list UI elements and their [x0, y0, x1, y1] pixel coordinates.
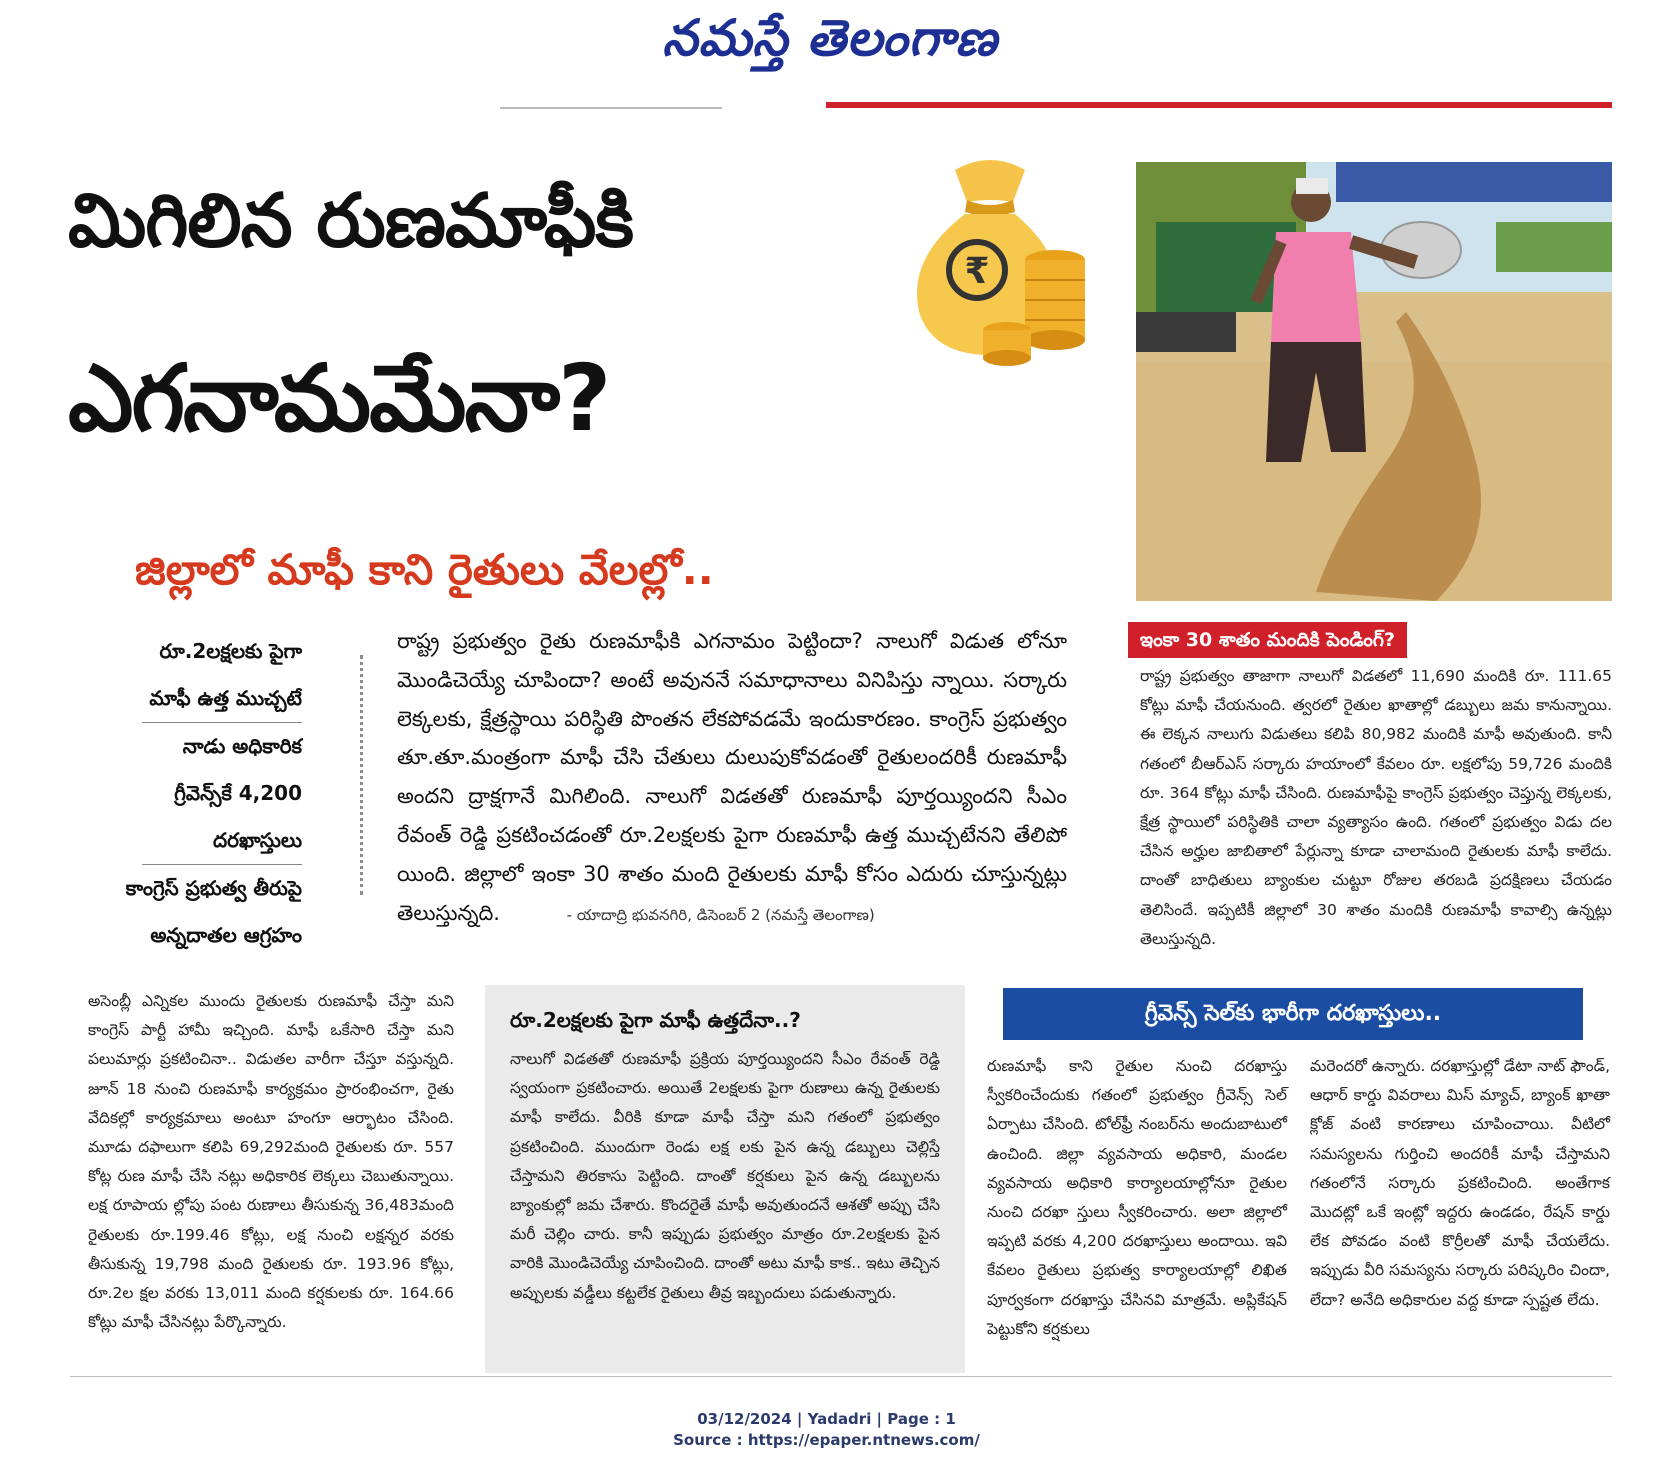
sidebar-box-heading: రూ.2లక్షలకు పైగా మాఫీ ఉత్తదేనా..?	[510, 1008, 801, 1032]
grievance-column-1: రుణమాఫీ కాని రైతుల నుంచి దరఖాస్తు స్వీకరించేందుకు గతంలో ప్రభుత్వం గ్రీవెన్స్ సెల్ ఏర్పాటు చేసింది. టోల్‌ఫ్రీ నంబర్‌ను అందుబాటులో ఉంచింది. జిల్లా వ్యవసాయ అధికారి, మండల వ్యవసాయ అధికారి కార్యాలయాల్లోనూ రైతుల నుంచి దరఖా స్తులు స్వీకరించారు. అలా జిల్లాలో ఇప్పటి వరకు 4,200 దరఖాస్తులు అందాయి. ఇవి కేవలం రైతులు ప్రభుత్వ కార్యాలయాల్లో లిఖిత పూర్వకంగా దరఖాస్తు చేసినవి మాత్రమే. అప్లికేషన్ పెట్టుకోని కర్షకులు	[987, 1057, 1287, 1338]
pull-quote-line: దరఖాస్తులు	[213, 828, 302, 852]
lead-text: రాష్ట్ర ప్రభుత్వం రైతు రుణమాఫీకి ఎగనామం పెట్టిందా? నాలుగో విడుత లోనూ మొండిచెయ్యే చూపిందా? అంటే అవుననే సమాధానాలు వినిపిస్తు న్నాయి. సర్కారు లెక్కలకు, క్షేత్రస్థాయి పరిస్థితి పొంతన లేకపోవడమే ఇందుకారణం. కాంగ్రెస్ ప్రభుత్వం తూ.తూ.మంత్రంగా మాఫీ చేసి చేతులు దులుపుకోవడంతో రైతులందరికీ రుణమాఫీ అందని ద్రాక్షగానే మిగిలింది. నాలుగో విడతతో రుణమాఫీ పూర్తయ్యిందని సీఎం రేవంత్ రెడ్డి ప్రకటించడంతో రూ.2లక్షలకు పైగా రుణమాఫీ ఉత్త ముచ్చటేనని తేలిపో యింది. జిల్లాలో ఇంకా 30 శాతం మంది రైతులకు మాఫీ కోసం ఎదురు చూస్తున్నట్లు తెలుస్తున్నది.	[397, 629, 1067, 925]
masthead-rule-red	[826, 102, 1612, 108]
pull-quote-line: అన్నదాతల ఆగ్రహం	[150, 923, 302, 947]
dotted-divider	[360, 655, 363, 895]
grievance-column-2: మరెందరో ఉన్నారు. దరఖాస్తుల్లో డేటా నాట్ ఫౌండ్, ఆధార్ కార్డు వివరాలు మిస్ మ్యాచ్, బ్యాంక్ ఖాతా క్లోజ్ వంటి కారణాలు చూపించాయి. వీటిలో సమస్యలను గుర్తించి అందరికీ మాఫీ చేస్తామని గతంలోనే సర్కారు ప్రకటించింది. అంతేగాక మొదట్లో ఒకే ఇంట్లో ఇద్దరు ఉండడం, రేషన్ కార్డు లేక పోవడం వంటి కొర్రీలతో మాఫీ చేయలేదు. ఇప్పుడు వీరి సమస్యను సర్కారు పరిష్కరిం చిందా, లేదా? అనేది అధికారుల వద్ద కూడా స్పష్టత లేదు.	[1310, 1057, 1610, 1309]
money-bag-illustration	[895, 140, 1100, 380]
lead-paragraph	[397, 622, 1067, 934]
pending-heading: ఇంకా 30 శాతం మందికి పెండింగ్?	[1128, 622, 1407, 658]
headline-line-1: మిగిలిన రుణమాఫీకి	[68, 178, 633, 264]
masthead-logo: నమస్తే తెలంగాణ	[662, 8, 998, 67]
pull-quote-line: రూ.2లక్షలకు పైగా	[159, 639, 302, 663]
pull-quote-line: కాంగ్రెస్ ప్రభుత్వ తీరుపై	[125, 876, 302, 900]
farmer-winnowing-photo	[1136, 162, 1612, 601]
grievance-heading: గ్రీవెన్స్ సెల్‌కు భారీగా దరఖాస్తులు..	[1003, 988, 1583, 1040]
left-column-text: అసెంబ్లీ ఎన్నికల ముందు రైతులకు రుణమాఫీ చేస్తా మని కాంగ్రెస్ పార్టీ హామీ ఇచ్చింది. మాఫీ ఒకేసారి చేస్తా మని పలుమార్లు ప్రకటించినా.. విడుతల వారీగా చేస్తూ వస్తున్నది. జూన్ 18 నుంచి రుణమాఫీ కార్యక్రమం ప్రారంభించగా, రైతు వేదికల్లో కార్యక్రమాలు అంటూ హంగూ ఆర్భాటం చేసింది. మూడు దఫాలుగా కలిపి 69,292మంది రైతులకు రూ. 557 కోట్ల రుణ మాఫీ చేసి నట్లు అధికారిక లెక్కలు చెబుతున్నాయి. లక్ష రూపాయ ల్లోపు పంట రుణాలు తీసుకున్న 36,483మంది రైతులకు రూ.199.46 కోట్లు, లక్ష నుంచి లక్షన్నర వరకు తీసుకున్న 19,798 మంది రైతులకు రూ. 193.96 కోట్లు, రూ.2ల క్షల వరకు 13,011 మంది కర్షకులకు రూ. 164.66 కోట్లు మాఫీ చేసినట్లు పేర్కొన్నారు.	[88, 992, 454, 1332]
footer-edition-info: 03/12/2024 | Yadadri | Page : 1	[697, 1410, 956, 1428]
pull-quote-line: గ్రీవెన్స్‌కే 4,200	[174, 781, 302, 805]
footer-source: Source : https://epaper.ntnews.com/	[673, 1431, 980, 1449]
money-bag-top	[955, 160, 1025, 202]
footer	[0, 1409, 1653, 1451]
pull-quote-line: నాడు అధికారిక	[182, 734, 302, 758]
pending-article-text: రాష్ట్ర ప్రభుత్వం తాజాగా నాలుగో విడతలో 11,690 మందికి రూ. 111.65 కోట్లు మాఫీ చేయనుంది. త్వరలో రైతుల ఖాతాల్లో డబ్బులు జమ కానున్నాయి. ఈ లెక్కన నాలుగు విడుతలు కలిపి 80,982 మందికి మాఫీ అవుతుంది. కానీ గతంలో బీఆర్ఎస్ సర్కారు హయాంలో కేవలం రూ. లక్షలోపు 59,726 మందికి రూ. 364 కోట్లు మాఫీ చేసింది. రుణమాఫీపై కాంగ్రెస్ ప్రభుత్వం చెప్తున్న లెక్కలకు, క్షేత్ర స్థాయిలో పరిస్థితికి చాలా వ్యత్యాసం ఉంది. గతంలో ప్రభుత్వం విడు దల చేసిన అర్హుల జాబితాలో పేర్లున్నా కూడా చాలామంది రైతులకు మాఫీ కాలేదు. దాంతో బాధితులు బ్యాంకుల చుట్టూ రోజుల తరబడి ప్రదక్షిణలు చేయడం తెలిసిందే. ఇప్పటికీ జిల్లాలో 30 శాతం మందికి రుణమాఫీ కావాల్సి ఉన్నట్లు తెలుస్తున్నది.	[1140, 667, 1612, 948]
pull-quote-line: మాఫీ ఉత్త ముచ్చటే	[149, 686, 302, 710]
subheadline: జిల్లాలో మాఫీ కాని రైతులు వేలల్లో..	[135, 545, 714, 594]
footer-rule	[70, 1376, 1612, 1377]
svg-text:₹: ₹	[964, 251, 990, 292]
dateline-credit: - యాదాద్రి భువనగిరి, డిసెంబర్ 2 (నమస్తే తెలంగాణ)	[566, 905, 875, 924]
pull-quote	[70, 628, 302, 959]
headline-line-2: ఎగనామమేనా?	[68, 345, 610, 452]
sidebar-box-text: నాలుగో విడతతో రుణమాఫీ ప్రక్రియ పూర్తయ్యిందని సీఎం రేవంత్ రెడ్డి స్వయంగా ప్రకటించారు. అయితే 2లక్షలకు పైగా రుణాలు ఉన్న రైతులకు మాఫీ కాలేదు. వీరికి కూడా మాఫీ చేస్తా మని గతంలో ప్రభుత్వం ప్రకటించింది. ముందుగా రెండు లక్ష లకు పైన ఉన్న డబ్బులు చెల్లిస్తే చేస్తామని తిరకాసు పెట్టింది. దాంతో కర్షకులు పైన ఉన్న డబ్బులను బ్యాంకుల్లో జమ చేశారు. కొందరైతే మాఫీ అవుతుందనే ఆశతో అప్పు చేసి మరీ చెల్లిం చారు. కానీ ఇప్పుడు ప్రభుత్వం మాత్రం రూ.2లక్షలకు పైన వారికి మొండిచెయ్యే చూపించింది. దాంతో అటు మాఫీ కాక.. ఇటు తెచ్చిన అప్పులకు వడ్డీలు కట్టలేక రైతులు తీవ్ర ఇబ్బందులు పడుతున్నారు.	[510, 1050, 940, 1302]
masthead-rule-grey	[500, 107, 722, 109]
